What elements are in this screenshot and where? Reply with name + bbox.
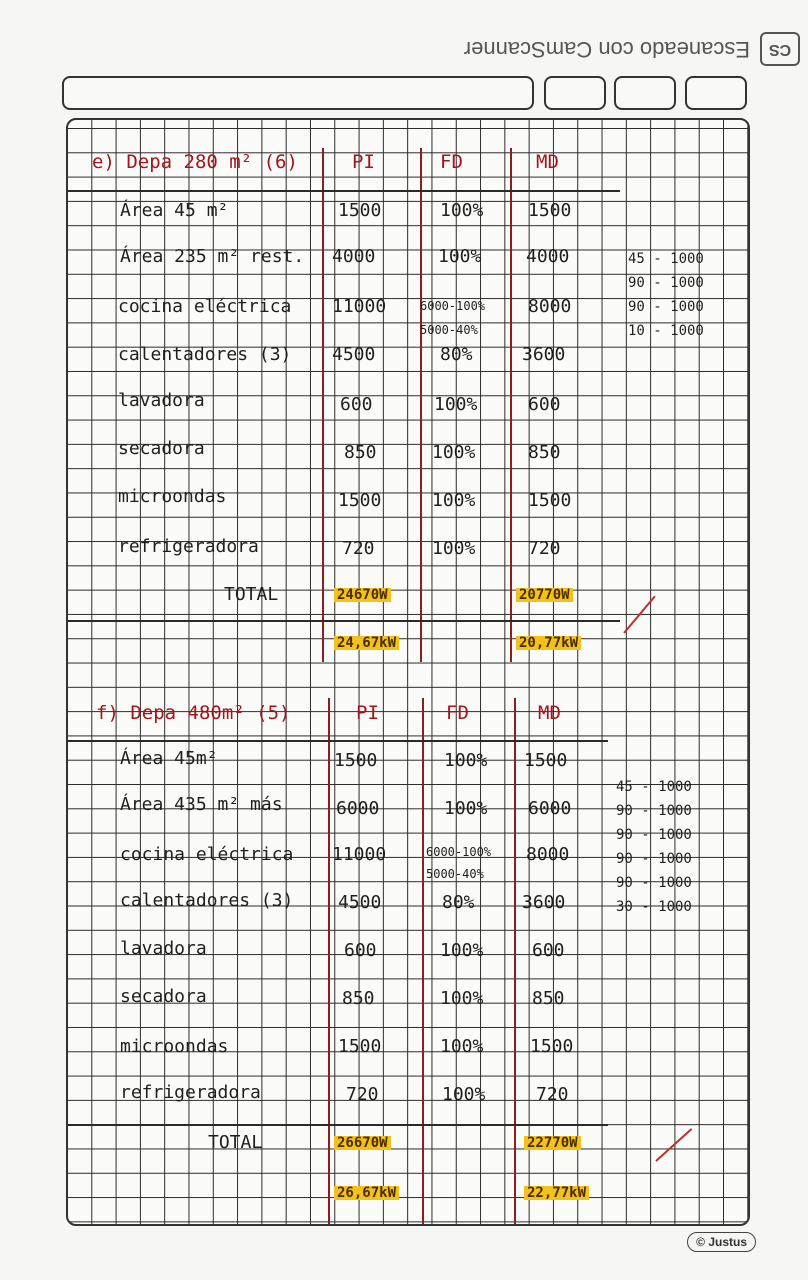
justus-brand-logo: © Justus (687, 1232, 756, 1252)
section-e-check-mark (623, 596, 655, 634)
section-f-row-pi: 6000 (336, 798, 380, 819)
section-f-row-item: calentadores (3) (120, 890, 294, 911)
grid-paper (66, 118, 750, 1226)
section-f-row-pi: 4500 (338, 892, 382, 913)
section-f-check-mark (655, 1128, 692, 1162)
section-e-row-item: calentadores (3) (118, 344, 292, 365)
section-e-side-note: 45 - 1000 (628, 251, 704, 267)
section-e-row-fd: 6000-100% (420, 299, 486, 313)
section-e-row-md: 8000 (528, 296, 572, 317)
section-e-header-fd: FD (440, 151, 463, 173)
section-f-row-item: lavadora (120, 938, 207, 959)
section-e-row-fd: 100% (432, 490, 476, 511)
section-f-row-pi: 850 (342, 988, 375, 1009)
section-f-row-item: refrigeradora (120, 1082, 261, 1103)
section-f-side-note: 90 - 1000 (616, 875, 692, 891)
section-e-row-item: Área 235 m² rest. (120, 246, 305, 267)
section-f-row-md: 1500 (524, 750, 568, 771)
section-e-side-note: 90 - 1000 (628, 275, 704, 291)
section-f-side-note: 90 - 1000 (616, 827, 692, 843)
section-f-row-item: microondas (120, 1036, 229, 1057)
section-e-side-note: 90 - 1000 (628, 299, 704, 315)
section-e-total-md-kw: 20,77kW (516, 636, 581, 650)
section-e-col-rule-1 (322, 148, 324, 662)
section-f-row-pi: 11000 (332, 844, 387, 865)
section-e-row-item: microondas (118, 486, 227, 507)
section-e-total-pi-kw: 24,67kW (334, 636, 399, 650)
section-e-side-note: 10 - 1000 (628, 323, 704, 339)
header-box-3 (685, 76, 747, 110)
header-box-1 (544, 76, 606, 110)
section-f-row-fd: 100% (440, 940, 484, 961)
header-box-2 (614, 76, 676, 110)
section-e-header-pi: PI (352, 151, 375, 173)
section-f-row-fd: 100% (444, 750, 488, 771)
section-f-header-fd: FD (446, 702, 469, 724)
section-e-row-pi: 4500 (332, 344, 376, 365)
section-e-row-md: 3600 (522, 344, 566, 365)
section-e-header-md: MD (536, 151, 559, 173)
section-f-row-fd: 100% (444, 798, 488, 819)
section-f-row-fd: 6000-100% (426, 845, 492, 859)
section-f-side-note: 90 - 1000 (616, 851, 692, 867)
section-f-row-md: 850 (532, 988, 565, 1009)
section-e-row-item: secadora (118, 438, 205, 459)
section-f-col-rule-3 (514, 698, 516, 1224)
section-e-row-pi: 850 (344, 442, 377, 463)
section-f-header-pi: PI (356, 702, 379, 724)
section-f-col-rule-1 (328, 698, 330, 1224)
section-f-side-note: 90 - 1000 (616, 803, 692, 819)
section-f-title: f) Depa 480m² (5) (96, 702, 291, 724)
section-f-row-md: 3600 (522, 892, 566, 913)
section-e-row-item: Área 45 m² (120, 200, 229, 221)
section-e-total-pi-w: 24670W (334, 588, 391, 602)
section-f-row-fd: 100% (440, 988, 484, 1009)
section-e-total-md-w: 20770W (516, 588, 573, 602)
section-e-row-fd: 80% (440, 344, 473, 365)
section-f-row-md: 1500 (530, 1036, 574, 1057)
scanner-banner (370, 28, 800, 70)
section-e-title: e) Depa 280 m² (6) (92, 151, 298, 173)
section-f-row-item: cocina eléctrica (120, 844, 294, 865)
section-e-row-item: cocina eléctrica (118, 296, 292, 317)
section-f-row-md: 6000 (528, 798, 572, 819)
section-e-row-fd: 100% (438, 246, 482, 267)
section-f-side-note: 45 - 1000 (616, 779, 692, 795)
section-f-row-md: 8000 (526, 844, 570, 865)
section-f-row-fd: 100% (440, 1036, 484, 1057)
section-e-row-pi: 720 (342, 538, 375, 559)
section-e-total-label: TOTAL (224, 584, 279, 605)
section-f-row-pi: 720 (346, 1084, 379, 1105)
section-e-row-fd: 100% (432, 442, 476, 463)
section-f-row-item: Área 435 m² más (120, 794, 283, 815)
section-f-total-pi-kw: 26,67kW (334, 1186, 399, 1200)
section-e-col-rule-3 (510, 148, 512, 662)
section-f-row-fd: 80% (442, 892, 475, 913)
section-f-row-item: Área 45m² (120, 748, 218, 769)
section-f-row-md: 600 (532, 940, 565, 961)
section-e-row-item: lavadora (118, 390, 205, 411)
section-f-row-fd: 100% (442, 1084, 486, 1105)
section-f-row-pi: 1500 (338, 1036, 382, 1057)
section-e-row-fd: 100% (440, 200, 484, 221)
section-f-total-pi-w: 26670W (334, 1136, 391, 1150)
section-e-row-fd-secondary: 5000-40% (420, 323, 478, 337)
section-e-row-md: 850 (528, 442, 561, 463)
section-f-col-rule-2 (422, 698, 424, 1224)
scanner-banner-text: Escaneado con CamScanner (463, 37, 750, 62)
section-f-total-rule (68, 1124, 608, 1126)
section-e-row-pi: 600 (340, 394, 373, 415)
section-e-row-md: 4000 (526, 246, 570, 267)
section-f-total-label: TOTAL (208, 1132, 263, 1153)
header-box-main (62, 76, 534, 110)
section-f-total-md-kw: 22,77kW (524, 1186, 589, 1200)
section-e-total-rule (68, 620, 620, 622)
section-f-row-pi: 1500 (334, 750, 378, 771)
section-e-row-md: 600 (528, 394, 561, 415)
section-e-row-md: 720 (528, 538, 561, 559)
section-f-row-fd-secondary: 5000-40% (426, 867, 484, 881)
section-e-row-pi: 1500 (338, 490, 382, 511)
section-e-row-md: 1500 (528, 490, 572, 511)
section-e-row-fd: 100% (432, 538, 476, 559)
section-e-row-md: 1500 (528, 200, 572, 221)
section-f-row-md: 720 (536, 1084, 569, 1105)
camscanner-logo: CS (760, 32, 800, 66)
section-e-row-pi: 4000 (332, 246, 376, 267)
section-e-header-rule (68, 190, 620, 192)
section-e-row-item: refrigeradora (118, 536, 259, 557)
section-e-row-fd: 100% (434, 394, 478, 415)
section-f-header-md: MD (538, 702, 561, 724)
brand-name: Justus (708, 1235, 747, 1249)
section-e-row-pi: 1500 (338, 200, 382, 221)
section-e-col-rule-2 (420, 148, 422, 662)
section-f-side-note: 30 - 1000 (616, 899, 692, 915)
section-f-total-md-w: 22770W (524, 1136, 581, 1150)
section-f-row-pi: 600 (344, 940, 377, 961)
section-f-row-item: secadora (120, 986, 207, 1007)
section-f-header-rule (68, 740, 608, 742)
section-e-row-pi: 11000 (332, 296, 387, 317)
